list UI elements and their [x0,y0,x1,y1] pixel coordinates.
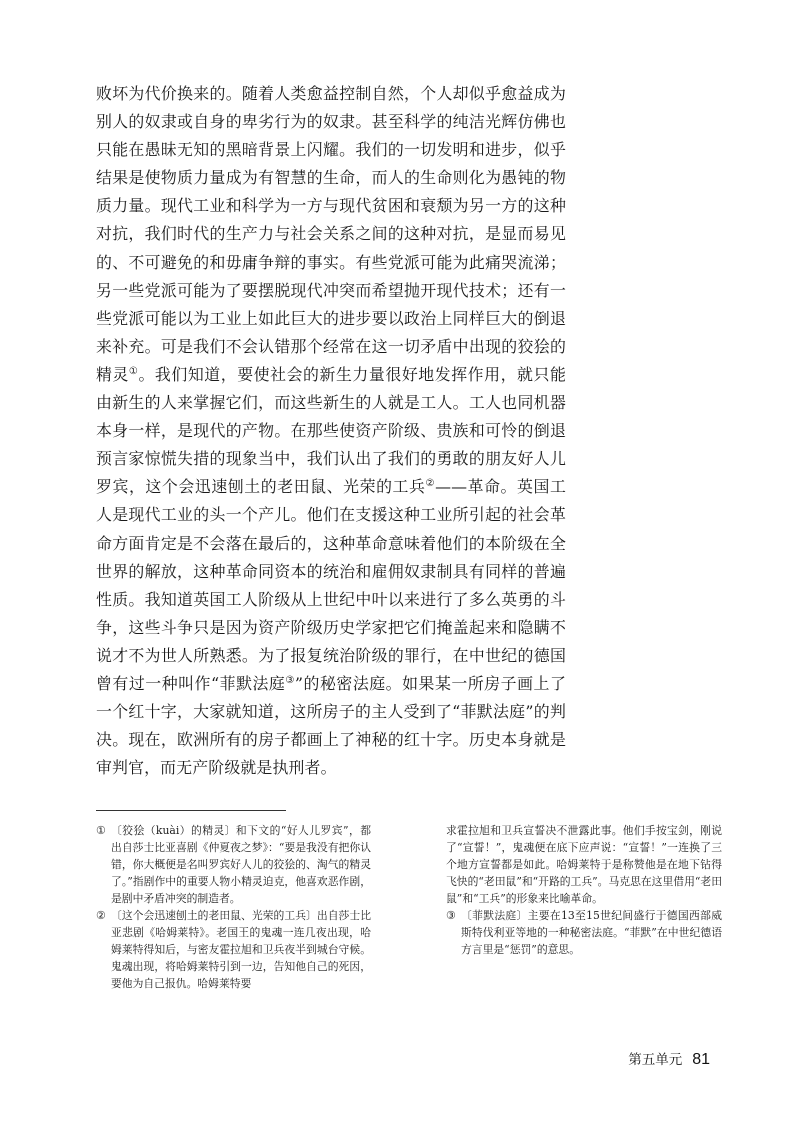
footnote-marker-2[interactable]: ② [425,478,436,490]
page-footer [628,1048,710,1069]
unit-label: 第五单元 [628,1052,683,1068]
body-paragraph-part: 。我们知道，要使社会的新生力量很好地发挥作用，就只能由新生的人来掌握它们，而这些新生的人就是工人。工人也同机器本身一样，是现代的产物。在那些使资产阶级、贵族和可怜的倒退预言家惊慌失措的现象当中，我们认出了我们的勇敢的朋友好人儿罗宾，这个会迅速刨土的老田鼠、光荣的工兵 [96,364,566,497]
footnotes-left-column [96,822,371,992]
body-paragraph-part: ——革命。英国工人是现代工业的头一个产儿。他们在支援这种工业所引起的社会革命方面肯定是不会落在最后的，这种革命意味着他们的本阶级在全世界的解放，这种革命同资本的统治和雇佣奴隶制具有同样的普遍性质。我知道英国工人阶级从上世纪中叶以来进行了多么英勇的斗争，这些斗争只是因为资产阶级历史学家把它们掩盖起来和隐瞒不说才不为世人所熟悉。为了报复统治阶级的罪行，在中世纪的德国曾有过一种叫作“菲默法庭 [96,477,567,693]
footnote-marker-3[interactable]: ③ [285,674,295,686]
footnote-2-continued [446,822,722,907]
footnotes-right-column [446,822,722,958]
footnote-1-text: 〔狡狯（kuài）的精灵〕和下文的“好人儿罗宾”，都出自莎士比亚喜剧《仲夏夜之梦》：“要是我没有把你认错，你大概便是名叫罗宾好人儿的狡狯的、淘气的精灵了。”指剧作中的重要人物小精灵迫克，他喜欢恶作剧，是剧中矛盾冲突的制造者。 [111,824,371,905]
body-paragraph-part: 败坏为代价换来的。随着人类愈益控制自然，个人却似乎愈益成为别人的奴隶或自身的卑劣行为的奴隶。甚至科学的纯洁光辉仿佛也只能在愚昧无知的黑暗背景上闪耀。我们的一切发明和进步，似乎结果是使物质力量成为有智慧的生命，而人的生命则化为愚钝的物质力量。现代工业和科学为一方与现代贫困和衰颓为另一方的这种对抗，我们时代的生产力与社会关系之间的这种对抗，是显而易见的、不可避免的和毋庸争辩的事实。有些党派可能为此痛哭流涕；另一些党派可能为了要摆脱现代冲突而希望抛开现代技术；还有一些党派可能以为工业上如此巨大的进步要以政治上同样巨大的倒退来补充。可是我们不会认错那个经常在这一切矛盾中出现的狡狯的精灵 [96,84,566,384]
footnote-2-mark: ② [96,909,106,922]
footnote-1-mark: ① [96,824,106,837]
body-paragraph-part: ”的秘密法庭。如果某一所房子画上了一个红十字，大家就知道，这所房子的主人受到了“菲默法庭”的判决。现在，欧洲所有的房子都画上了神秘的红十字。历史本身就是审判官，而无产阶级就是执刑者。 [96,673,566,778]
footnote-3-text: 〔菲默法庭〕主要在13至15世纪间盛行于德国西部威斯特伐利亚等地的一种秘密法庭。“菲默”在中世纪德语方言里是“惩罚”的意思。 [461,909,722,956]
page-number: 81 [692,1051,710,1068]
footnote-marker-1[interactable]: ① [128,365,139,377]
footnote-2 [96,907,371,992]
footnote-3-mark: ③ [446,909,456,922]
footnote-2-continued-text: 求霍拉旭和卫兵宣誓决不泄露此事。他们手按宝剑，刚说了“宣誓！”，鬼魂便在底下应声说：“宣誓！”一连换了三个地方宣誓都是如此。哈姆莱特于是称赞他是在地下钻得飞快的“老田鼠”和“开路的工兵”。马克思在这里借用“老田鼠”和“工兵”的形象来比喻革命。 [446,824,722,905]
footnote-divider [96,810,286,811]
main-body-text [96,80,566,782]
footnote-2-text: 〔这个会迅速刨土的老田鼠、光荣的工兵〕出自莎士比亚悲剧《哈姆莱特》。老国王的鬼魂一连几夜出现，哈姆莱特得知后，与密友霍拉旭和卫兵夜半到城台守候。鬼魂出现，将哈姆莱特引到一边，告知他自己的死因，要他为自己报仇。哈姆莱特要 [111,909,371,990]
footnote-1 [96,822,371,907]
footnote-3 [446,907,722,958]
